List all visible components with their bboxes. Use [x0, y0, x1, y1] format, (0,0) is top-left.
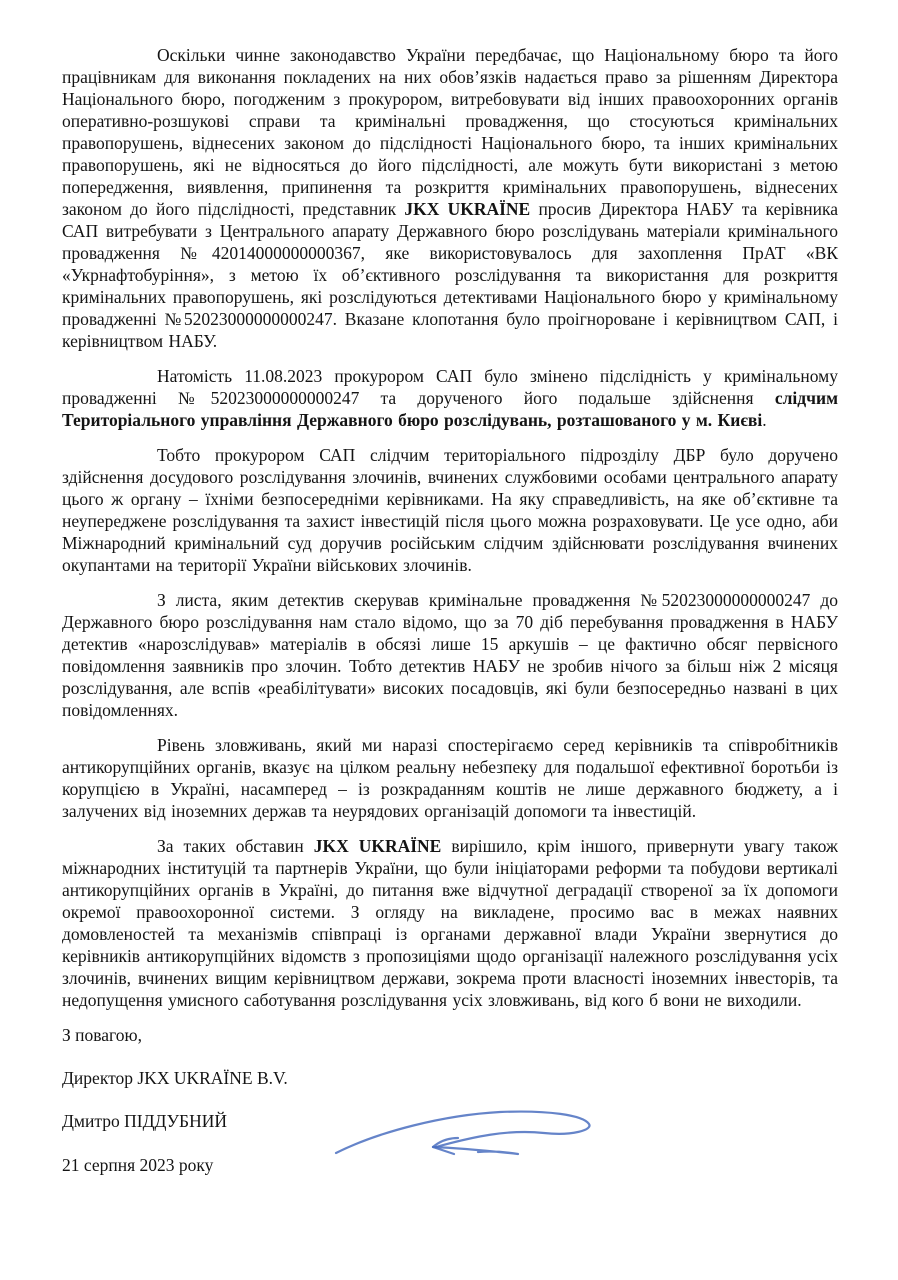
paragraph: Рівень зловживань, який ми наразі спостерігаємо серед керівників та співробітників антикорупційних органів, вказує на цілком реальну небезпеку для подальшої ефективної боротьби із корупцією в Україні, насамперед – із розкраданням коштів не лише державного бюджету, а і залучених від іноземних держав та неурядових організацій допомоги та інвестицій. [62, 735, 838, 821]
paragraph: Оскільки чинне законодавство України передбачає, що Національному бюро та його працівникам для виконання покладених на них обов’язків надається право за рішенням Директора Національного бюро, погодженим з прокурором, витребовувати від інших правоохоронних органів оперативно-розшукові справи та кримінальні провадження, що стосуються кримінальних правопорушень, віднесених законом до підслідності Національного бюро, та інших кримінальних правопорушень, які не відносяться до його підслідності, але можуть бути використані з метою попередження, виявлення, припинення та розкриття кримінальних правопорушень, віднесених законом до його підслідності, представник JKX UKRAÏNE просив Директора НАБУ та керівника САП витребувати з Центрального апарату Державного бюро розслідувань матеріали кримінального провадження №42014000000000367, яке використовувалось для захоплення ПрАТ «ВК «Укрнафтобуріння», з метою їх об’єктивного розслідування та використання для розкриття кримінальних правопорушень, які розслідуються детективами Національного бюро у кримінальному провадженні №52023000000000247. Вказане клопотання було проігнороване і керівництвом САП, і керівництвом НАБУ. [62, 45, 838, 351]
signer-name: Дмитро ПІДДУБНИЙ [62, 1111, 228, 1131]
signer-title: Директор JKX UKRAÏNE B.V. [62, 1068, 288, 1088]
letter-body [62, 44, 838, 1176]
paragraph: Натомість 11.08.2023 прокурором САП було змінено підслідність у кримінальному провадженні №52023000000000247 та дорученого його подальше здійснення слідчим Територіального управління Державного бюро розслідувань, розташованого у м. Києві. [62, 366, 838, 430]
paragraph: З листа, яким детектив скерував кримінальне провадження №52023000000000247 до Державного бюро розслідування нам стало відомо, що за 70 діб перебування провадження в НАБУ детектив «нарозслідував» матеріалів в обсязі лише 15 аркушів – це фактично обсяг первісного повідомлення заявників про злочин. Тобто детектив НАБУ не зробив нічого за більш ніж 2 місяця розслідування, але вспів «реабілітувати» високих посадовців, які були безпосередньо названі в цих повідомленнях. [62, 590, 838, 720]
paragraph: За таких обставин JKX UKRAÏNE вирішило, крім іншого, привернути увагу також міжнародних інституцій та партнерів України, що були ініціаторами реформи та побудови вертикалі антикорупційних органів в Україні, до питання вже відчутної деградації створеної за їх допомоги окремої правоохоронної системи. З огляду на викладене, просимо вас в межах наявних домовленостей та механізмів співпраці із органами державної влади України звернутися до керівників антикорупційних відомств з пропозиціями щодо організації належного розслідування усіх злочинів, вчинених вищим керівництвом держави, зокрема проти власності іноземних інвесторів, та недопущення умисного саботування розслідування усіх зловживань, від кого б вони не виходили. [62, 836, 839, 1010]
paragraph: Тобто прокурором САП слідчим територіального підрозділу ДБР було доручено здійснення досудового розслідування злочинів, вчинених службовими особами центрального апарату цього ж органу – їхніми безпосередніми керівниками. На яку справедливість, на яке об’єктивне та неупереджене розслідування та захист інвестицій після цього можна розраховувати. Це усе одно, аби Міжнародний кримінальний суд доручив російським слідчим здійснювати розслідування вчинених окупантами на території України військових злочинів. [62, 445, 838, 575]
paragraphs-container [62, 44, 838, 1011]
closing-salutation: З повагою, [62, 1025, 142, 1045]
letter-date: 21 серпня 2023 року [62, 1155, 214, 1175]
